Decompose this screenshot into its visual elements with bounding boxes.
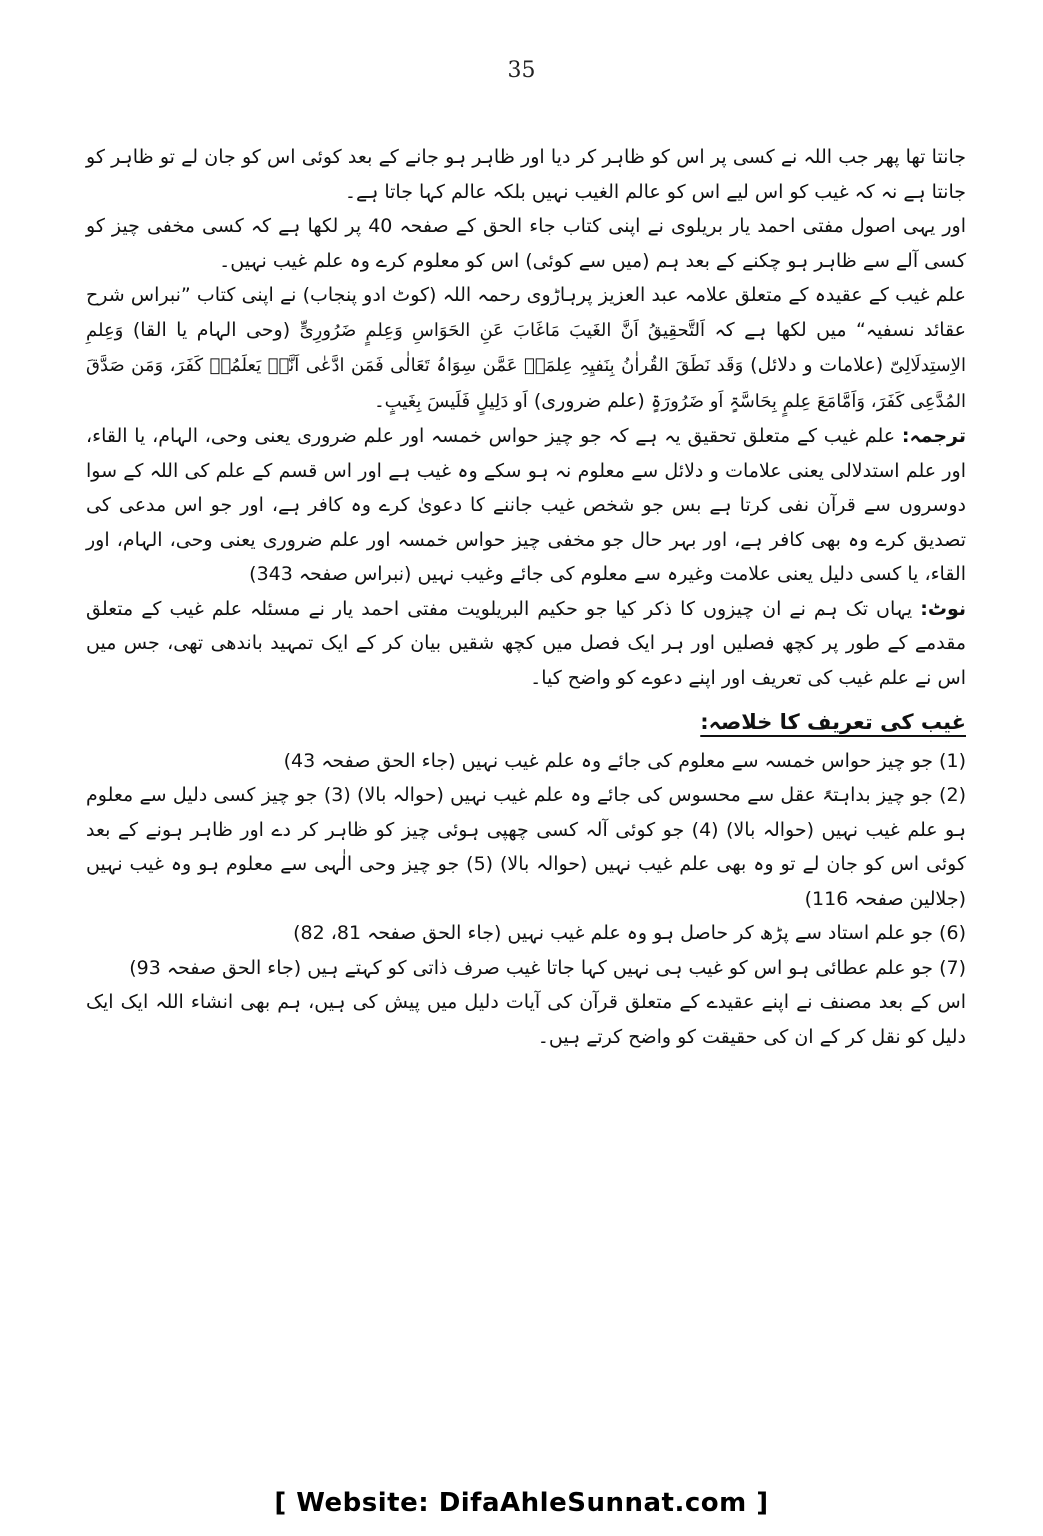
paragraph-1: جانتا تھا پھر جب اللہ نے کسی پر اس کو ظاہر کر دیا اور ظاہر ہو جانے کے بعد کوئی اس کو جان لے تو ظاہر کو جانتا ہے نہ کہ غیب کو اس لیے اس کو عالم الغیب نہیں بلکہ عالم کہا جاتا ہے۔ <box>86 146 966 203</box>
page-number: 35 <box>507 58 536 83</box>
arabic-quote-4: اَو دَلِیلٍ فَلَیسَ بِغَیبٍ۔ <box>374 390 528 412</box>
summary-item: (6) جو علم استاد سے پڑھ کر حاصل ہو وہ علم غیب نہیں (جاء الحق صفحہ 81، 82) <box>293 922 966 944</box>
closing-paragraph: اس کے بعد مصنف نے اپنے عقیدے کے متعلق قرآن کی آیات دلیل میں پیش کی ہیں، ہم بھی انشاء اللہ ایک ایک دلیل کو نقل کر کے ان کی حقیقت کو واضح کرتے ہیں۔ <box>86 991 966 1048</box>
arabic-quote-2: وَعِلمِ الاِستِدلَالِیّ <box>86 319 967 376</box>
gloss-2: (علامات و دلائل) <box>750 354 884 376</box>
summary-item: (2) جو چیز بداہتہً عقل سے محسوس کی جائے وہ علم غیب نہیں (حوالہ بالا) (3) جو چیز کسی دلیل سے معلوم ہو علم غیب نہیں (حوالہ بالا) (4) جو کوئی آلہ کسی چھپی ہوئی چیز کو ظاہر کر دے اور ظاہر ہونے کے بعد کوئی اس کو جان لے تو وہ بھی علم غیب نہیں (حوالہ بالا) (5) جو چیز وحی الٰہی سے معلوم ہو وہ غیب نہیں (جلالین صفحہ 116) <box>86 784 967 910</box>
website-footer: [ Website: DifaAhleSunnat.com ] <box>274 1488 769 1518</box>
note-label: نوٹ: <box>920 597 966 620</box>
translation-text: علم غیب کے متعلق تحقیق یہ ہے کہ جو چیز حواس خمسہ اور علم ضروری یعنی وحی، الہام، یا القاء، اور علم استدلالی یعنی علامات و دلائل سے معلوم نہ ہو سکے وہ غیب ہے اور اس قسم کے علم کی اللہ کے سوا دوسروں سے قرآن نفی کرتا ہے بس جو شخص غیب جاننے کا دعویٰ کرے وہ کافر ہے، اور جو اس مدعی کی تصدیق کرے وہ بھی کافر ہے، اور بہر حال جو مخفی چیز حواس خمسہ اور علم ضروری یعنی وحی، الہام، اور القاء، یا کسی دلیل یعنی علامت وغیرہ سے معلوم کی جائے وغیب نہیں (نبراس صفحہ 343) <box>86 425 966 585</box>
summary-item: (1) جو چیز حواس خمسہ سے معلوم کی جائے وہ علم غیب نہیں (جاء الحق صفحہ 43) <box>283 749 966 772</box>
note-paragraph <box>86 592 966 696</box>
paragraph-2: اور یہی اصول مفتی احمد یار بریلوی نے اپنی کتاب جاء الحق کے صفحہ 40 پر لکھا ہے کہ کسی مخفی چیز کو کسی آلے سے ظاہر ہو چکنے کے بعد ہم (میں سے کوئی) اس کو معلوم کرے وہ علم غیب نہیں۔ <box>86 215 966 272</box>
gloss-1: (وحی الہام یا القا) <box>132 318 291 341</box>
arabic-quote-3: وَقَد نَطَقَ القُراٰنُ بِنَفیِہِ عِلمَہٗ عَمَّن سِوَاہُ تَعَالٰی فَمَن ادَّعٰی اَنَّہٗ یَعلَمُہٗ کَفَرَ، وَمَن صَدَّقَ المُدَّعِی کَفَرَ، وَاَمَّامَعَ عِلمٍ بِحَاسَّۃٍ اَو ضَرُورَۃٍ <box>86 355 966 412</box>
note-text: یہاں تک ہم نے ان چیزوں کا ذکر کیا جو حکیم البریلویت مفتی احمد یار نے مسئلہ علم غیب کے متعلق مقدمے کے طور پر کچھ فصلیں اور ہر ایک فصل میں کچھ شقیں بیان کر کے ایک تمہید باندھی تھی، جس میں اس نے علم غیب کی تعریف اور اپنے دعوے کو واضح کیا۔ <box>86 597 966 689</box>
paragraph-3 <box>86 278 966 419</box>
paragraph-3-intro: علم غیب کے عقیدہ کے متعلق علامہ عبد العزیز پرہاڑوی رحمہ اللہ (کوٹ ادو پنجاب) نے اپنی کتاب ”نبراس شرح عقائد نسفیہ“ میں لکھا ہے کہ <box>86 284 966 341</box>
arabic-quote-1: اَلتَّحقِیقُ اَنَّ الغَیبَ مَاغَابَ عَنِ الحَوَاسِ وَعِلمٍ ضَرُورِیٍّ <box>299 319 706 341</box>
translation-label: ترجمہ: <box>901 425 966 447</box>
gloss-3: (علم ضروری) <box>533 389 645 412</box>
page-body <box>86 140 966 1054</box>
translation-paragraph <box>86 419 966 592</box>
summary-item: (7) جو علم عطائی ہو اس کو غیب ہی نہیں کہا جاتا غیب صرف ذاتی کو کہتے ہیں (جاء الحق صفحہ 93) <box>129 956 966 979</box>
summary-heading: غیب کی تعریف کا خلاصہ: <box>700 710 966 734</box>
